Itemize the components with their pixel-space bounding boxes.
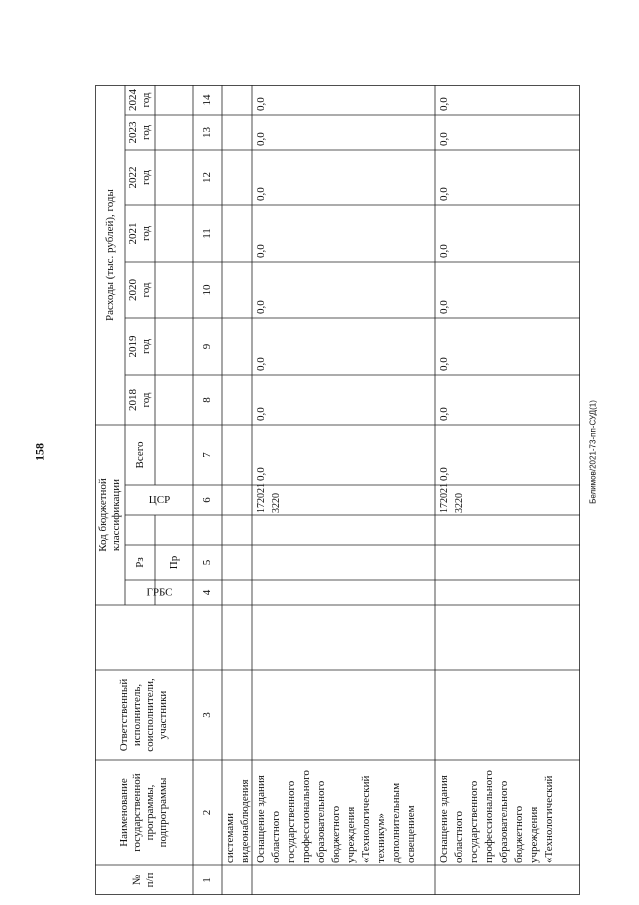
header-year-2021: 2021 год — [127, 222, 152, 245]
row-2-2024: 0,0 — [438, 97, 450, 111]
row-2-2018: 0,0 — [438, 407, 450, 421]
header-year-2022: 2022 год — [127, 166, 152, 189]
row-2-2021: 0,0 — [438, 244, 450, 258]
col-number: 2 — [201, 809, 213, 816]
row-2-csr: 172021 3220 — [439, 483, 465, 513]
col-number: 4 — [201, 589, 213, 596]
row-0-name: системами видеонаблюдения — [224, 779, 251, 863]
col-number: 12 — [201, 172, 213, 183]
header-csr-label: ЦСР — [148, 493, 170, 506]
row-1-2018: 0,0 — [255, 407, 267, 421]
col-number: 1 — [201, 877, 213, 883]
row-1-2022: 0,0 — [255, 187, 267, 201]
document-id: Белимов/2021-73-пп-СУД(1) — [588, 400, 598, 504]
row-1-csr: 172021 3220 — [256, 483, 282, 513]
header-year-2023: 2023 год — [127, 121, 152, 144]
col-number: 7 — [201, 452, 213, 458]
col-number: 6 — [201, 497, 213, 503]
row-2-2022: 0,0 — [438, 187, 450, 201]
budget-table — [95, 85, 580, 895]
col-number: 11 — [201, 228, 213, 239]
col-number: 9 — [201, 343, 213, 350]
row-2-2020: 0,0 — [438, 300, 450, 314]
col-number: 3 — [201, 712, 213, 718]
row-1-2021: 0,0 — [255, 244, 267, 258]
page-number: 158 — [32, 443, 47, 461]
row-2-total: 0,0 — [438, 467, 450, 481]
row-1-2024: 0,0 — [255, 97, 267, 111]
row-2-2023: 0,0 — [438, 132, 450, 146]
col-number: 8 — [201, 397, 213, 403]
header-year-2018: 2018 год — [127, 389, 152, 411]
col-number: 13 — [201, 127, 213, 138]
header-responsible: Ответственный исполнитель, соисполнители, участники — [118, 678, 169, 752]
header-budget-code: Код бюджетной классификации — [97, 478, 122, 552]
header-spacer — [95, 605, 193, 670]
row-1-2019: 0,0 — [255, 357, 267, 371]
header-expenses: Расходы (тыс. рублей), годы — [103, 189, 116, 321]
row-1-name: Оснащение здания областного государственного профессионального образовательного бюджетного учреждения «Технологический техникум» дополнительным освещением — [255, 770, 417, 863]
header-year-2020: 2020 год — [127, 279, 152, 301]
header-rz: Рз — [133, 557, 146, 568]
col-number: 10 — [201, 284, 213, 296]
row-2-name: Оснащение здания областного государственного профессионального образовательного бюджетного учреждения «Технологический — [438, 770, 555, 863]
header-program-name: Наименование государственной программы, подпрограммы — [118, 773, 169, 852]
row-2-2019: 0,0 — [438, 357, 450, 371]
col-number: 14 — [201, 94, 213, 106]
row-1-2020: 0,0 — [255, 300, 267, 314]
header-total: Всего — [133, 441, 146, 469]
header-grbs-label: ГРБС — [145, 586, 173, 598]
header-year-2024: 2024 год — [127, 89, 152, 111]
header-grbs — [125, 580, 193, 605]
col-number: 5 — [201, 559, 213, 566]
row-1-total: 0,0 — [255, 467, 267, 481]
row-1-2023: 0,0 — [255, 132, 267, 146]
header-csr — [125, 485, 193, 515]
header-num: № п/п — [131, 872, 156, 888]
header-year-2019: 2019 год — [127, 335, 152, 358]
header-pr: Пр — [167, 555, 180, 570]
